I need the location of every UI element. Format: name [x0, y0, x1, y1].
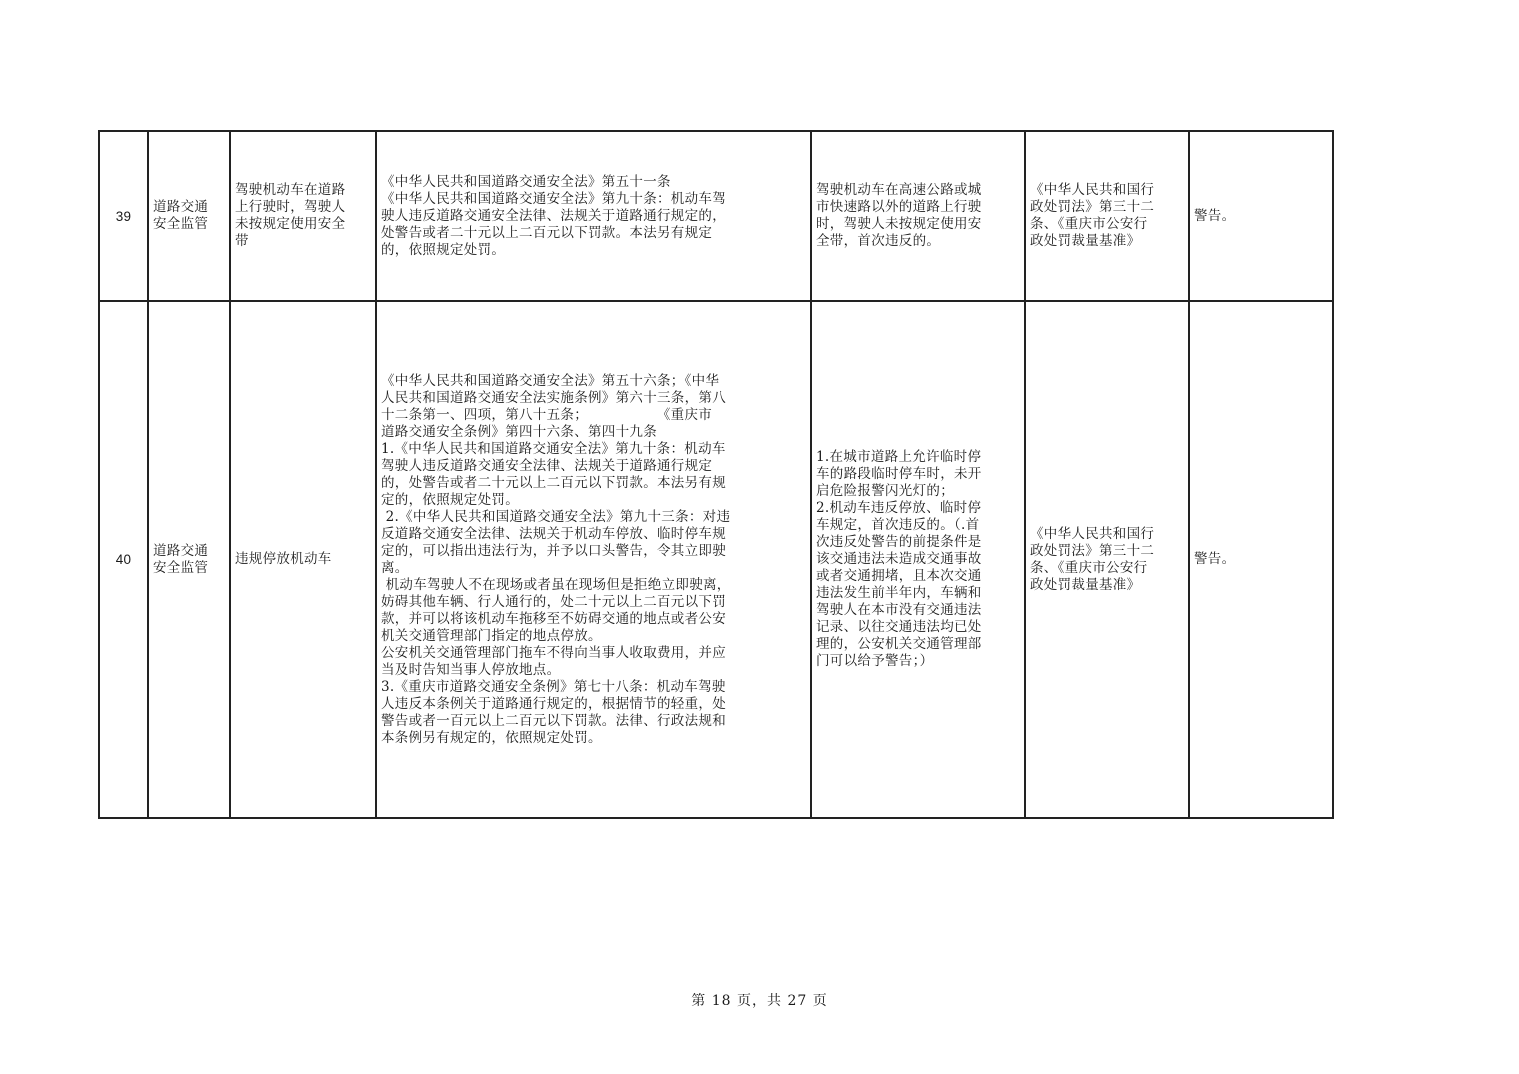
text-line: 违规停放机动车	[235, 551, 332, 567]
condition-lines	[816, 182, 1020, 250]
item-lines	[235, 551, 371, 568]
law-lines	[1030, 526, 1184, 594]
text-line: 本条例另有规定的，依照规定处罚。	[381, 729, 602, 746]
law-cell	[1025, 301, 1189, 818]
text-line: 安全监管	[153, 216, 209, 232]
text-line: 机动车驾驶人不在现场或者虽在现场但是拒绝立即驶离，	[381, 576, 731, 593]
result-cell: 警告。	[1189, 301, 1333, 818]
text-line: 驾驶机动车在道路	[235, 182, 346, 198]
text-line: 定的，可以指出违法行为，并予以口头警告，令其立即驶	[381, 542, 726, 559]
text-line: 条、《重庆市公安行	[1030, 559, 1148, 576]
text-line: 公安机关交通管理部门拖车不得向当事人收取费用，并应	[381, 644, 726, 661]
text-line: 《中华人民共和国行	[1030, 182, 1155, 198]
text-line: 政处罚法》第三十二	[1030, 542, 1155, 559]
text-line: 市快速路以外的道路上行驶	[816, 199, 982, 215]
text-line: 《中华人民共和国道路交通安全法》第五十六条；《中华	[381, 372, 720, 389]
text-line: 的，处警告或者二十元以上二百元以下罚款。本法另有规	[381, 474, 726, 491]
text-line: 离。	[381, 559, 409, 576]
text-line: 机关交通管理部门指定的地点停放。	[381, 627, 602, 644]
text-line: 驾驶人在本市没有交通违法	[816, 602, 982, 618]
result-cell: 警告。	[1189, 131, 1333, 301]
basis-lines	[381, 174, 806, 259]
category-lines	[153, 543, 225, 577]
text-line: 妨碍其他车辆、行人通行的，处二十元以上二百元以下罚	[381, 593, 726, 610]
text-line: 该交通违法未造成交通事故	[816, 551, 982, 567]
basis-cell	[376, 131, 811, 301]
text-line: 当及时告知当事人停放地点。	[381, 661, 561, 678]
text-line: 政处罚裁量基准》	[1030, 576, 1141, 593]
basis-lines	[381, 373, 806, 747]
text-line: 1.《中华人民共和国道路交通安全法》第九十条：机动车	[381, 440, 726, 457]
text-line: 定的，依照规定处罚。	[381, 491, 519, 508]
text-line: 时，驾驶人未按规定使用安	[816, 216, 982, 232]
text-line: 道路交通	[153, 199, 209, 215]
penalty-table	[98, 130, 1334, 819]
text-line: 违法发生前半年内，车辆和	[816, 585, 982, 601]
text-line: 道路交通安全条例》第四十六条、第四十九条	[381, 423, 657, 440]
text-line: 未按规定使用安全	[235, 216, 346, 232]
row-number: 40	[99, 301, 148, 818]
condition-cell	[811, 131, 1025, 301]
text-line: 次违反处警告的前提条件是	[816, 534, 982, 550]
law-cell	[1025, 131, 1189, 301]
text-line: 《中华人民共和国道路交通安全法》第五十一条	[381, 173, 671, 190]
text-line: 车的路段临时停车时，未开	[816, 466, 982, 482]
category-cell	[148, 131, 230, 301]
text-line: 反道路交通安全法律、法规关于机动车停放、临时停车规	[381, 525, 726, 542]
text-line: 3.《重庆市道路交通安全条例》第七十八条：机动车驾驶	[381, 678, 726, 695]
text-line: 上行驶时，驾驶人	[235, 199, 346, 215]
basis-cell	[376, 301, 811, 818]
item-lines	[235, 182, 371, 250]
text-line: 1.在城市道路上允许临时停	[816, 449, 982, 465]
text-line: 驾驶人违反道路交通安全法律、法规关于道路通行规定	[381, 457, 713, 474]
category-cell	[148, 301, 230, 818]
page-number-footer: 第 18 页，共 27 页	[691, 993, 828, 1009]
condition-cell	[811, 301, 1025, 818]
category-lines	[153, 199, 225, 233]
text-line: 驶人违反道路交通安全法律、法规关于道路通行规定的，	[381, 207, 726, 224]
text-line: 安全监管	[153, 559, 209, 576]
text-line: 2.《中华人民共和国道路交通安全法》第九十三条：对违	[381, 508, 731, 525]
text-line: 的，依照规定处罚。	[381, 241, 506, 258]
item-cell	[230, 131, 376, 301]
text-line: 理的，公安机关交通管理部	[816, 636, 982, 652]
text-line: 处警告或者二十元以上二百元以下罚款。本法另有规定	[381, 224, 713, 241]
text-line: 警告或者一百元以上二百元以下罚款。法律、行政法规和	[381, 712, 726, 729]
law-lines	[1030, 182, 1184, 250]
text-line: 记录、以往交通违法均已处	[816, 619, 982, 635]
text-line: 人违反本条例关于道路通行规定的，根据情节的轻重，处	[381, 695, 726, 712]
text-line: 门可以给予警告；）	[816, 653, 934, 669]
text-line: 或者交通拥堵，且本次交通	[816, 568, 982, 584]
text-line: 驾驶机动车在高速公路或城	[816, 182, 982, 198]
text-line: 2.机动车违反停放、临时停	[816, 500, 982, 516]
item-cell	[230, 301, 376, 818]
condition-lines	[816, 449, 1020, 670]
table-row	[99, 301, 1333, 818]
text-line: 十二条第一、四项，第八十五条； 《重庆市	[381, 406, 713, 423]
row-number: 39	[99, 131, 148, 301]
text-line: 全带，首次违反的。	[816, 233, 941, 249]
text-line: 启危险报警闪光灯的；	[816, 483, 954, 499]
text-line: 政处罚裁量基准》	[1030, 233, 1141, 249]
text-line: 人民共和国道路交通安全法实施条例》第六十三条，第八	[381, 389, 726, 406]
text-line: 车规定，首次违反的。（.首	[816, 517, 980, 533]
text-line: 《中华人民共和国行	[1030, 525, 1155, 542]
text-line: 带	[235, 233, 249, 249]
table-row	[99, 131, 1333, 301]
text-line: 款，并可以将该机动车拖移至不妨碍交通的地点或者公安	[381, 610, 726, 627]
text-line: 政处罚法》第三十二	[1030, 199, 1155, 215]
text-line: 《中华人民共和国道路交通安全法》第九十条：机动车驾	[381, 190, 726, 207]
text-line: 条、《重庆市公安行	[1030, 216, 1148, 232]
text-line: 道路交通	[153, 542, 209, 559]
